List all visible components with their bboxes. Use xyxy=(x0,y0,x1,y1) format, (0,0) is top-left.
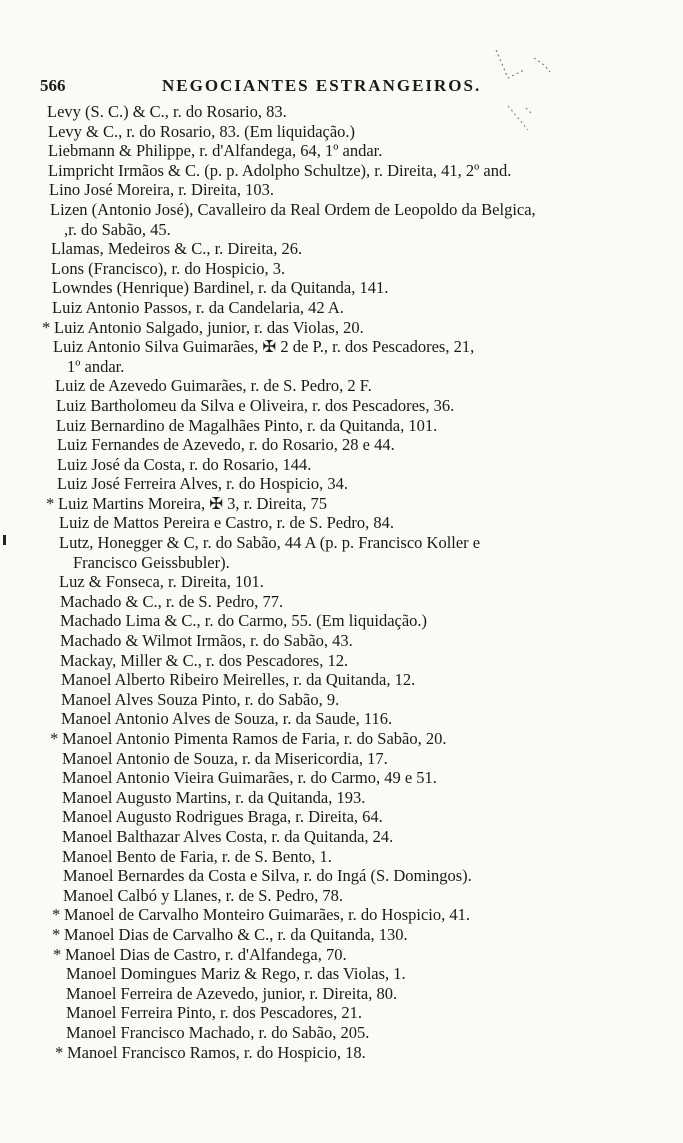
entry xyxy=(0,768,683,788)
entry-text: Lizen (Antonio José), Cavalleiro da Real Ordem de Leopoldo da Belgica, xyxy=(50,199,536,219)
entry xyxy=(0,1023,683,1043)
entry xyxy=(0,945,683,965)
entry-text: Machado & C., r. de S. Pedro, 77. xyxy=(60,591,284,611)
entry-text: Mackay, Miller & C., r. dos Pescadores, 12. xyxy=(60,650,349,670)
entry-text: Luiz Bernardino de Magalhães Pinto, r. da Quitanda, 101. xyxy=(56,415,438,435)
entry xyxy=(0,337,683,376)
entry xyxy=(0,376,683,396)
entry xyxy=(0,141,683,161)
entry xyxy=(0,1043,683,1063)
asterisk-mark: * xyxy=(50,729,59,748)
entry xyxy=(0,513,683,533)
entry-text: Levy (S. C.) & C., r. do Rosario, 83. xyxy=(47,102,287,121)
entry-text: Manoel Ferreira Pinto, r. dos Pescadores, 21. xyxy=(66,1003,363,1023)
entry-text: Luiz de Mattos Pereira e Castro, r. de S. Pedro, 84. xyxy=(59,513,394,533)
entry-text: Manoel Augusto Martins, r. da Quitanda, 193. xyxy=(62,787,366,807)
entry xyxy=(0,396,683,416)
entry xyxy=(0,631,683,651)
entry xyxy=(0,592,683,612)
entry-text: Luiz Antonio Silva Guimarães, ✠ 2 de P., r. dos Pescadores, 21, xyxy=(53,337,475,357)
entry-text: Lino José Moreira, r. Direita, 103. xyxy=(49,180,274,200)
entry xyxy=(0,807,683,827)
entry xyxy=(0,102,683,122)
entry xyxy=(0,670,683,690)
entry xyxy=(0,729,683,749)
entry-text: Manoel Antonio de Souza, r. da Misericordia, 17. xyxy=(62,748,388,768)
entry-text: Manoel Dias de Castro, r. d'Alfandega, 70. xyxy=(65,944,347,964)
entry xyxy=(0,572,683,592)
entry-continuation: 1º andar. xyxy=(67,356,125,376)
entry xyxy=(0,239,683,259)
asterisk-mark: * xyxy=(52,905,61,925)
entry xyxy=(0,827,683,847)
entry-text: Luiz Antonio Salgado, junior, r. das Violas, 20. xyxy=(54,317,364,337)
entry xyxy=(0,788,683,808)
entry-text: Manoel Domingues Mariz & Rego, r. das Violas, 1. xyxy=(66,964,406,984)
entry-text: Manoel Alves Souza Pinto, r. do Sabão, 9. xyxy=(61,689,340,709)
entry-text: Luiz Fernandes de Azevedo, r. do Rosario, 28 e 44. xyxy=(57,435,395,455)
entry xyxy=(0,925,683,945)
entry xyxy=(0,416,683,436)
entry xyxy=(0,709,683,729)
entry-text: Luiz José da Costa, r. do Rosario, 144. xyxy=(57,454,312,474)
entry-text: Luz & Fonseca, r. Direita, 101. xyxy=(59,572,264,592)
entry xyxy=(0,886,683,906)
entry-text: Luiz de Azevedo Guimarães, r. de S. Pedro, 2 F. xyxy=(55,376,372,396)
entry-text: Manoel Ferreira de Azevedo, junior, r. Direita, 80. xyxy=(66,983,398,1003)
entry-text: Luiz José Ferreira Alves, r. do Hospicio, 34. xyxy=(57,474,348,494)
entry-text: Lons (Francisco), r. do Hospicio, 3. xyxy=(51,258,286,278)
entry-text: Manoel Antonio Pimenta Ramos de Faria, r. do Sabão, 20. xyxy=(62,729,447,748)
entry xyxy=(0,494,683,514)
entry xyxy=(0,278,683,298)
entry-continuation: ,r. do Sabão, 45. xyxy=(64,219,171,239)
entry-text: Manoel Antonio Vieira Guimarães, r. do Carmo, 49 e 51. xyxy=(62,768,437,788)
entry-text: Manoel Antonio Alves de Souza, r. da Saude, 116. xyxy=(61,709,393,729)
entry-text: Levy & C., r. do Rosario, 83. (Em liquidação.) xyxy=(48,121,356,141)
entry-continuation: Francisco Geissbubler). xyxy=(73,552,230,572)
asterisk-mark: * xyxy=(53,944,62,964)
entry-text: Manoel Augusto Rodrigues Braga, r. Direita, 64. xyxy=(62,807,383,827)
entry xyxy=(0,749,683,769)
entry xyxy=(0,533,683,572)
running-title: NEGOCIANTES ESTRANGEIROS. xyxy=(162,76,482,95)
entry-text: Manoel Alberto Ribeiro Meirelles, r. da Quitanda, 12. xyxy=(61,670,416,690)
entry-text: Manoel Dias de Carvalho & C., r. da Quitanda, 130. xyxy=(64,924,408,944)
entry xyxy=(0,964,683,984)
entry-text: Luiz Bartholomeu da Silva e Oliveira, r. dos Pescadores, 36. xyxy=(56,395,455,415)
entry xyxy=(0,1003,683,1023)
entry xyxy=(0,200,683,239)
entry-text: Luiz Martins Moreira, ✠ 3, r. Direita, 75 xyxy=(58,493,328,513)
entry-text: Manoel Francisco Ramos, r. do Hospicio, 18. xyxy=(67,1042,366,1062)
entry xyxy=(0,905,683,925)
asterisk-mark: * xyxy=(46,493,55,513)
entry xyxy=(0,161,683,181)
asterisk-mark: * xyxy=(42,317,51,337)
entry-text: Lutz, Honegger & C, r. do Sabão, 44 A (p. p. Francisco Koller e xyxy=(59,533,481,553)
entry xyxy=(0,651,683,671)
entry-text: Luiz Antonio Passos, r. da Candelaria, 42 A. xyxy=(52,297,344,317)
entry xyxy=(0,259,683,279)
entry-text: Liebmann & Philippe, r. d'Alfandega, 64, 1º andar. xyxy=(48,141,383,161)
entry-text: Manoel Francisco Machado, r. do Sabão, 205. xyxy=(66,1022,370,1042)
entry xyxy=(0,122,683,142)
entry-text: Manoel de Carvalho Monteiro Guimarães, r. do Hospicio, 41. xyxy=(64,905,470,925)
entry xyxy=(0,474,683,494)
entry xyxy=(0,984,683,1004)
entry-text: Llamas, Medeiros & C., r. Direita, 26. xyxy=(51,239,303,259)
entry-text: Lowndes (Henrique) Bardinel, r. da Quitanda, 141. xyxy=(52,278,389,298)
entry xyxy=(0,298,683,318)
entry-text: Manoel Bento de Faria, r. de S. Bento, 1. xyxy=(62,846,332,866)
entry xyxy=(0,847,683,867)
asterisk-mark: * xyxy=(52,924,61,944)
entry xyxy=(0,318,683,338)
entry xyxy=(0,690,683,710)
entry xyxy=(0,180,683,200)
entry-text: Machado Lima & C., r. do Carmo, 55. (Em liquidação.) xyxy=(60,611,428,631)
entry-text: Manoel Bernardes da Costa e Silva, r. do Ingá (S. Domingos). xyxy=(63,866,472,886)
entry-text: Limpricht Irmãos & C. (p. p. Adolpho Schultze), r. Direita, 41, 2º and. xyxy=(48,160,512,180)
entry-text: Manoel Calbó y Llanes, r. de S. Pedro, 78. xyxy=(63,885,344,905)
page-number: 566 xyxy=(40,76,66,95)
entry xyxy=(0,611,683,631)
entry-list xyxy=(0,102,683,1062)
entry-text: Manoel Balthazar Alves Costa, r. da Quitanda, 24. xyxy=(62,826,394,846)
entry xyxy=(0,455,683,475)
entry xyxy=(0,866,683,886)
entry-text: Machado & Wilmot Irmãos, r. do Sabão, 43. xyxy=(60,631,353,651)
entry xyxy=(0,435,683,455)
asterisk-mark: * xyxy=(55,1042,64,1062)
